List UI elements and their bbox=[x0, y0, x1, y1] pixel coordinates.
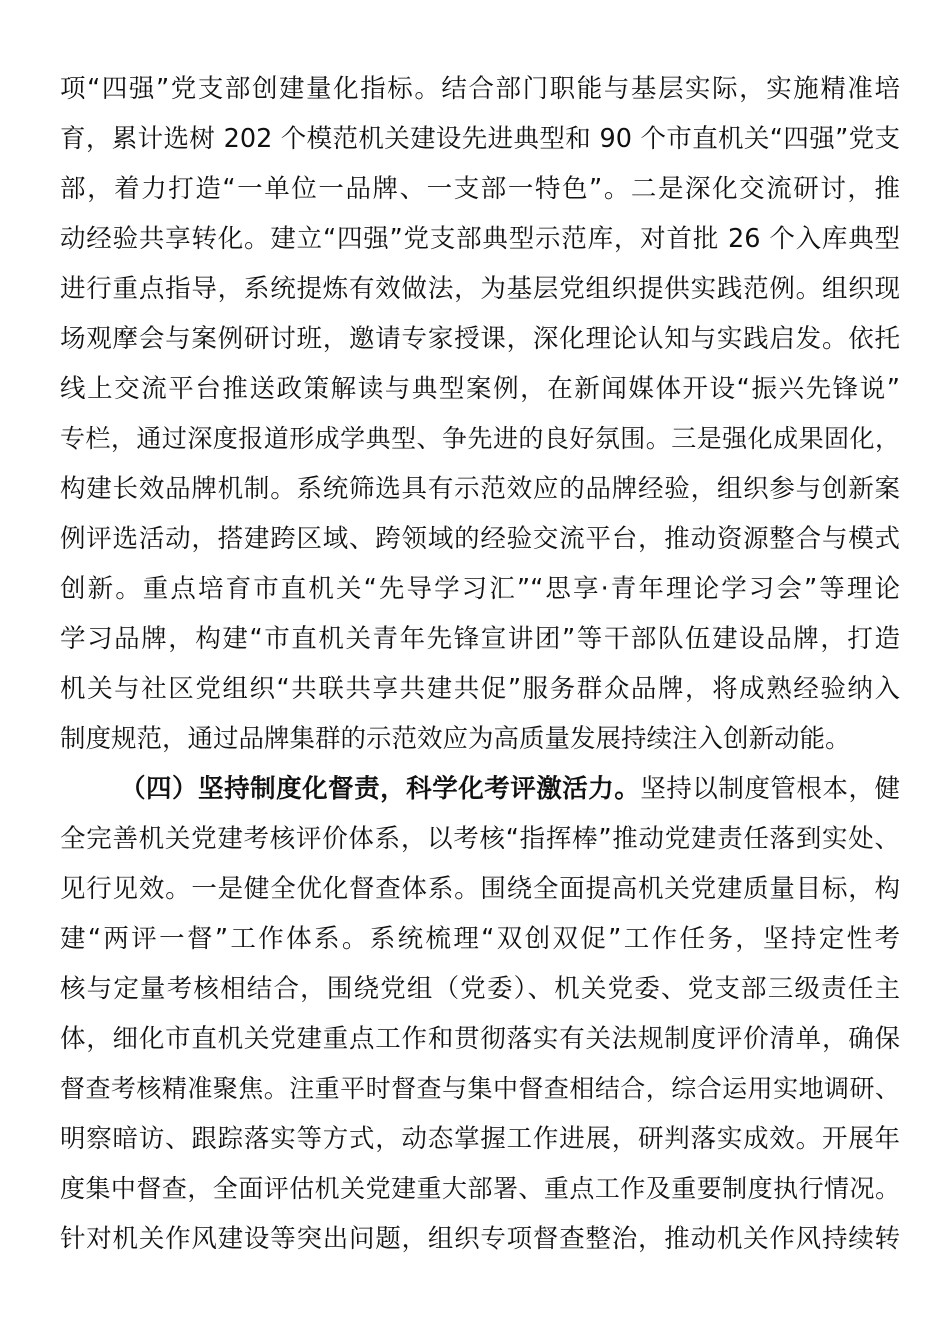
paragraph-line: 体，细化市直机关党建重点工作和贯彻落实有关法规制度评价清单，确保 bbox=[60, 1024, 900, 1054]
paragraph-line: 明察暗访、跟踪落实等方式，动态掌握工作进展，研判落实成效。开展年 bbox=[60, 1124, 900, 1154]
paragraph-line: 线上交流平台推送政策解读与典型案例，在新闻媒体开设“振兴先锋说” bbox=[60, 374, 900, 404]
section-heading-line bbox=[120, 764, 900, 814]
paragraph-line: 全完善机关党建考核评价体系，以考核“指挥棒”推动党建责任落到实处、 bbox=[60, 824, 900, 854]
paragraph-line: 度集中督查，全面评估机关党建重大部署、重点工作及重要制度执行情况。 bbox=[60, 1174, 900, 1203]
paragraph-line: 部，着力打造“一单位一品牌、一支部一特色”。二是深化交流研讨，推 bbox=[60, 174, 900, 204]
paragraph-line: 针对机关作风建设等突出问题，组织专项督查整治，推动机关作风持续转 bbox=[60, 1224, 900, 1254]
paragraph-line: 场观摩会与案例研讨班，邀请专家授课，深化理论认知与实践启发。依托 bbox=[60, 324, 900, 354]
paragraph-line: 进行重点指导，系统提炼有效做法，为基层党组织提供实践范例。组织现 bbox=[60, 274, 900, 304]
paragraph-line: 核与定量考核相结合，围绕党组（党委）、机关党委、党支部三级责任主 bbox=[60, 974, 900, 1004]
paragraph-line: 例评选活动，搭建跨区域、跨领域的经验交流平台，推动资源整合与模式 bbox=[60, 524, 900, 554]
paragraph-line: 项“四强”党支部创建量化指标。结合部门职能与基层实际，实施精准培 bbox=[60, 74, 900, 104]
section-heading: （四）坚持制度化督责，科学化考评激活力。 bbox=[120, 774, 641, 804]
section-heading-tail: 坚持以制度管根本，健 bbox=[640, 774, 900, 804]
paragraph-line: 建“两评一督”工作体系。系统梳理“双创双促”工作任务，坚持定性考 bbox=[60, 924, 900, 954]
paragraph-line: 督查考核精准聚焦。注重平时督查与集中督查相结合，综合运用实地调研、 bbox=[60, 1074, 900, 1103]
paragraph-line: 育，累计选树 202 个模范机关建设先进典型和 90 个市直机关“四强”党支 bbox=[60, 124, 900, 154]
paragraph-line: 制度规范，通过品牌集群的示范效应为高质量发展持续注入创新动能。 bbox=[60, 724, 851, 754]
paragraph-line: 创新。重点培育市直机关“先导学习汇”“思享·青年理论学习会”等理论 bbox=[60, 574, 900, 604]
paragraph-line: 专栏，通过深度报道形成学典型、争先进的良好氛围。三是强化成果固化， bbox=[60, 424, 900, 453]
paragraph-line: 动经验共享转化。建立“四强”党支部典型示范库，对首批 26 个入库典型 bbox=[60, 224, 900, 254]
paragraph-line: 构建长效品牌机制。系统筛选具有示范效应的品牌经验，组织参与创新案 bbox=[60, 474, 900, 504]
paragraph-line: 学习品牌，构建“市直机关青年先锋宣讲团”等干部队伍建设品牌，打造 bbox=[60, 624, 900, 654]
paragraph-line: 见行见效。一是健全优化督查体系。围绕全面提高机关党建质量目标，构 bbox=[60, 874, 900, 904]
paragraph-line: 机关与社区党组织“共联共享共建共促”服务群众品牌，将成熟经验纳入 bbox=[60, 674, 900, 704]
